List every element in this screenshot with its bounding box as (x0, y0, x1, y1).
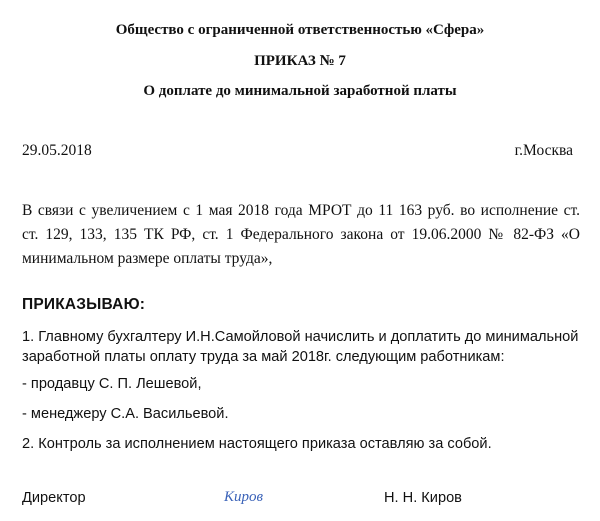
order-item-line: заработной платы оплату труда за май 2018г. следующим работникам: (22, 349, 505, 365)
organization-name: Общество с ограниченной ответственностью «Сфера» (115, 22, 485, 38)
document-subject: О доплате до минимальной заработной платы (143, 83, 457, 99)
order-heading: ПРИКАЗЫВАЮ: (22, 296, 146, 313)
preamble (22, 199, 580, 271)
employee-item: - продавцу С. П. Лешевой, (22, 376, 202, 392)
preamble-line: минимальном размере оплаты труда», (22, 250, 273, 267)
handwritten-signature: Киров (224, 489, 263, 505)
preamble-line: В связи с увеличением с 1 мая 2018 года МРОТ до 11 163 руб. во исполнение ст. (22, 202, 580, 219)
order-item-line: 1. Главному бухгалтеру И.Н.Самойловой начислить и доплатить до минимальной (22, 329, 579, 345)
document-city: г.Москва (514, 142, 573, 159)
order-item-1 (22, 327, 578, 367)
signatory-position: Директор (22, 490, 86, 506)
preamble-line: ст. 129, 133, 135 ТК РФ, ст. 1 Федерального закона от 19.06.2000 № 82-ФЗ «О (22, 226, 580, 243)
document-date: 29.05.2018 (22, 142, 92, 159)
employee-item: - менеджеру С.А. Васильевой. (22, 406, 229, 422)
signatory-name: Н. Н. Киров (384, 490, 462, 506)
document-title: ПРИКАЗ № 7 (254, 53, 346, 69)
order-item-2: 2. Контроль за исполнением настоящего приказа оставляю за собой. (22, 436, 492, 452)
